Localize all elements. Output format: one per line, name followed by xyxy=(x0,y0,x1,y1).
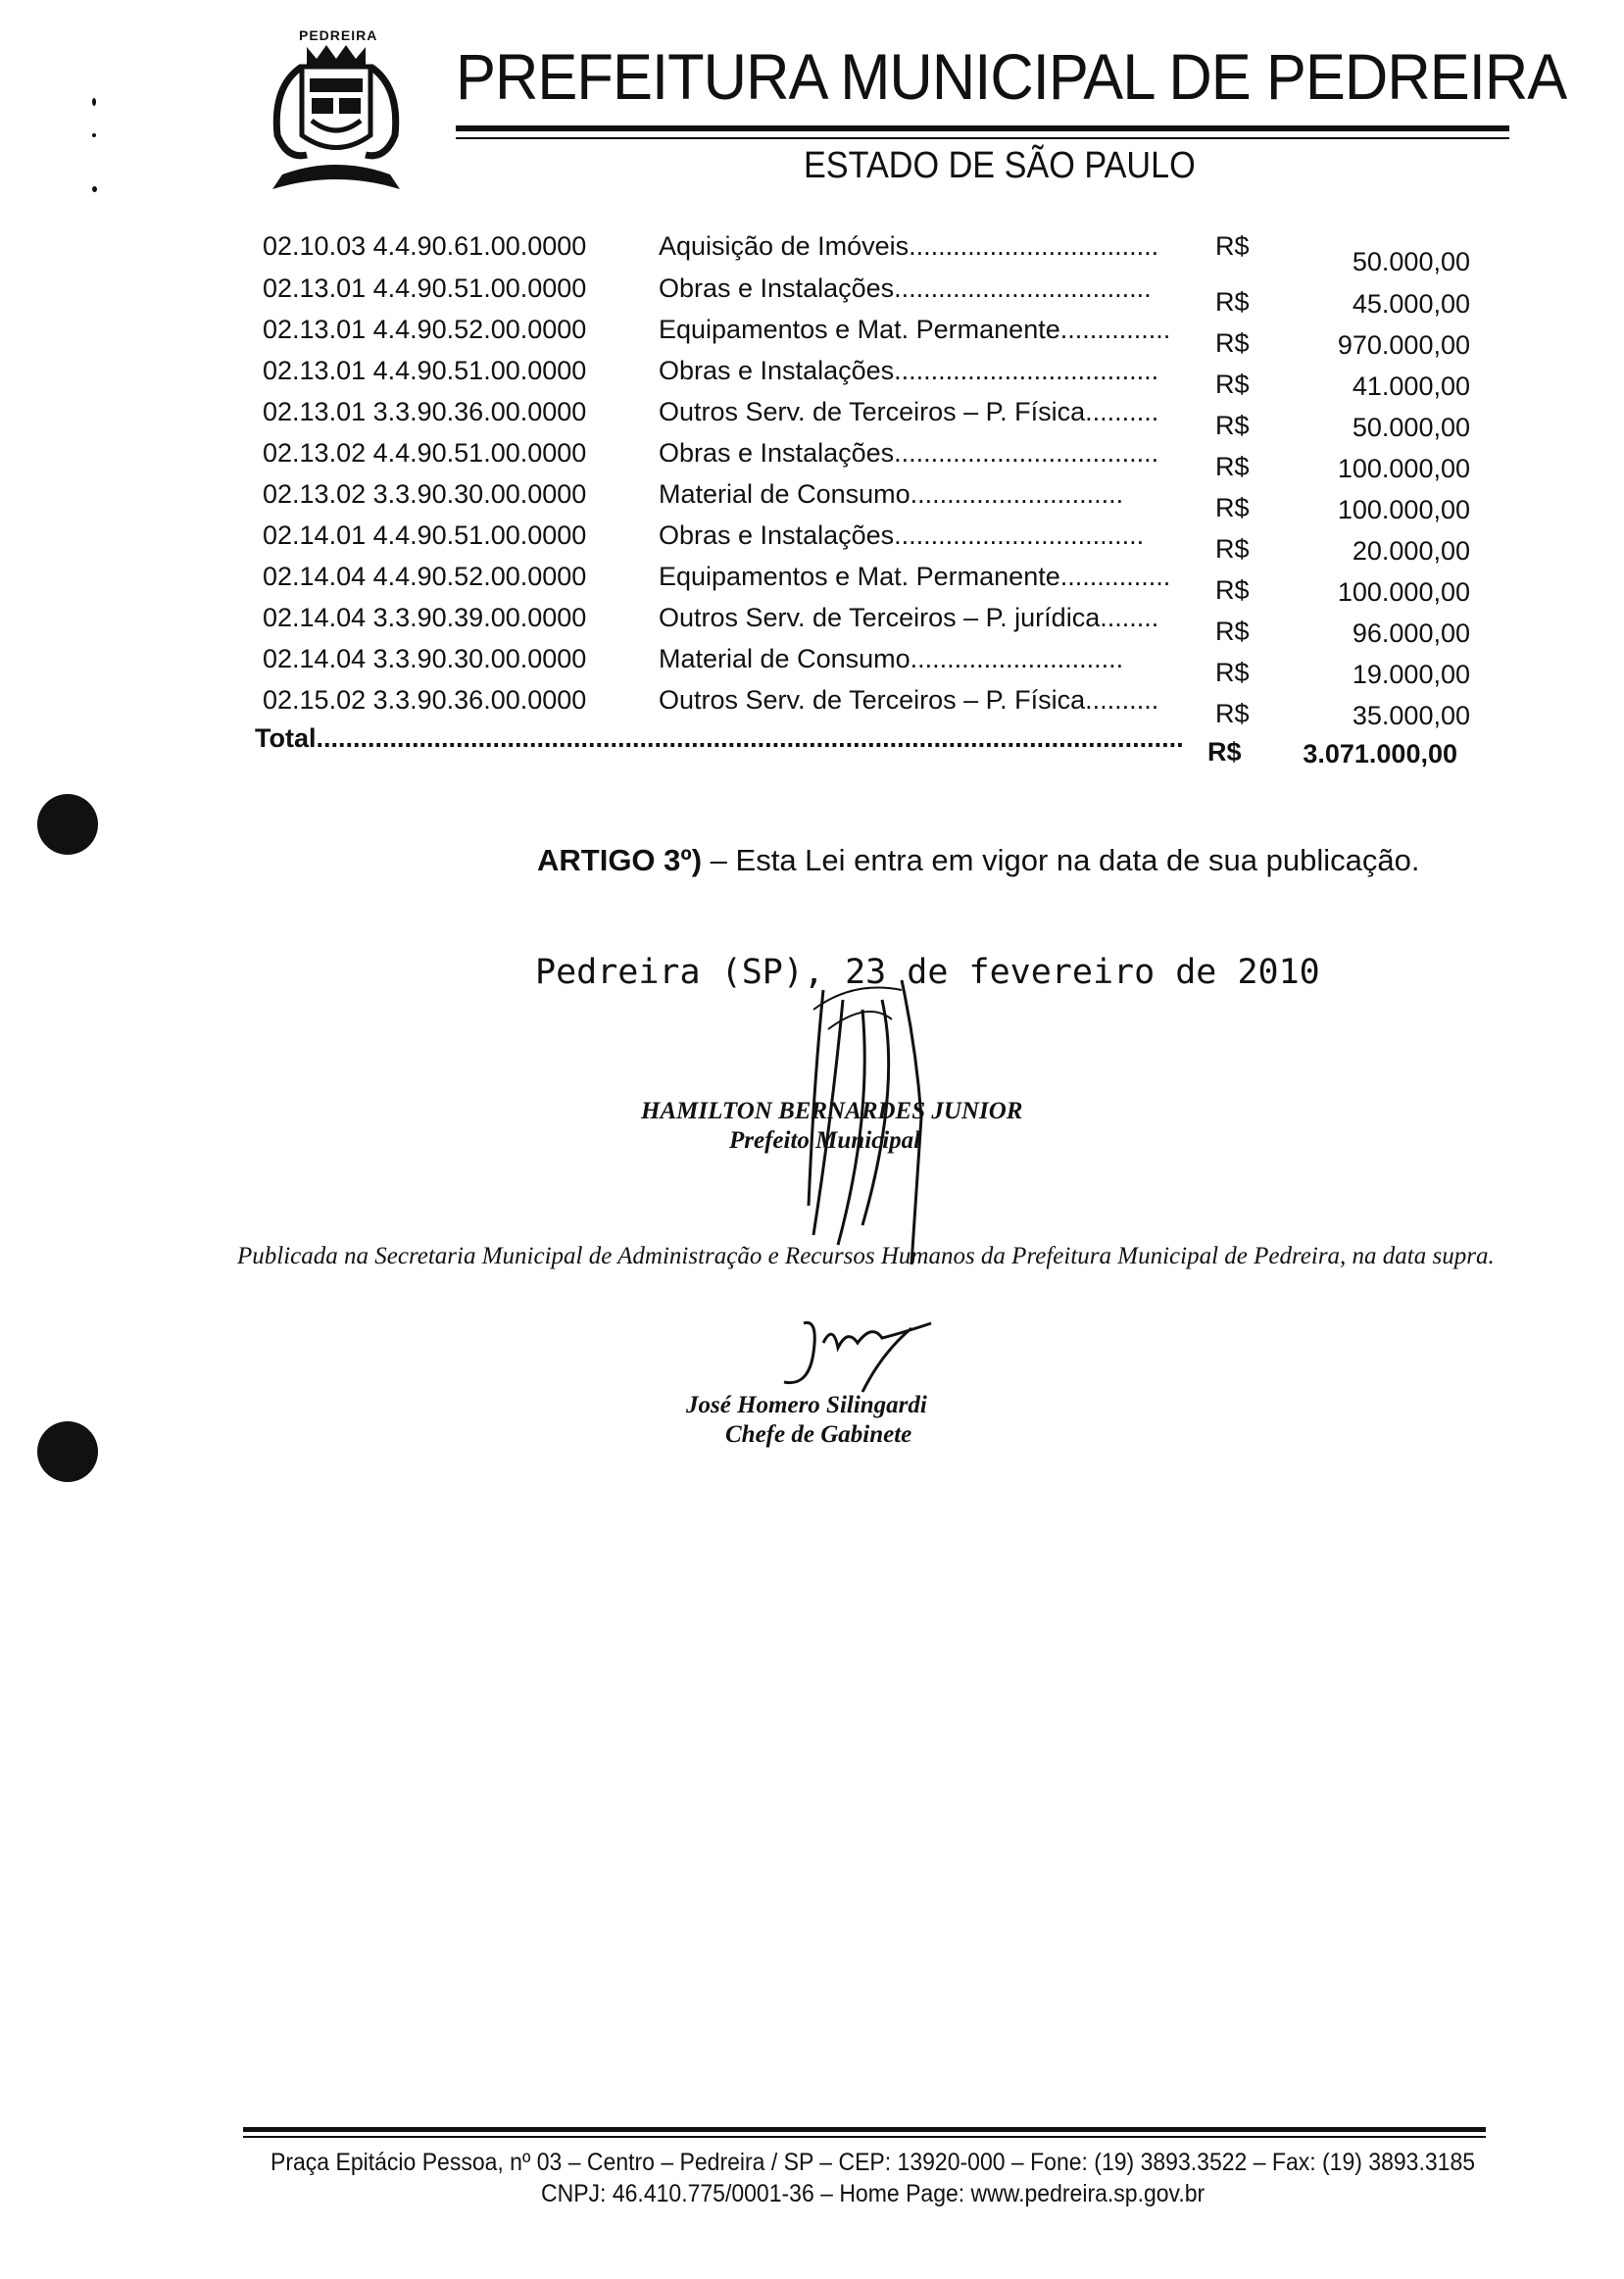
page-title: PREFEITURA MUNICIPAL DE PEDREIRA xyxy=(456,40,1567,113)
margin-mark xyxy=(92,98,96,106)
table-row xyxy=(0,315,1624,360)
row-currency: R$ xyxy=(1215,328,1250,358)
row-value: 100.000,00 xyxy=(1337,454,1470,483)
footer-rule-thin xyxy=(243,2136,1486,2138)
table-row xyxy=(0,397,1624,442)
row-description: Material de Consumo............................. xyxy=(659,479,1124,509)
row-value: 970.000,00 xyxy=(1337,330,1470,360)
row-code: 02.13.02 4.4.90.51.00.0000 xyxy=(263,438,587,468)
publication-note: Publicada na Secretaria Municipal de Administração e Recursos Humanos da Prefeitura Municipal de Pedreira, na data supra. xyxy=(237,1243,1495,1269)
place-date: Pedreira (SP), 23 de fevereiro de 2010 xyxy=(535,953,1320,992)
article-label: ARTIGO 3º) xyxy=(537,843,703,877)
table-row xyxy=(0,562,1624,607)
row-code: 02.13.01 4.4.90.51.00.0000 xyxy=(263,356,587,385)
punch-hole xyxy=(37,1421,98,1482)
row-value: 41.000,00 xyxy=(1352,372,1470,401)
total-currency: R$ xyxy=(1207,737,1242,767)
row-description: Equipamentos e Mat. Permanente............... xyxy=(659,315,1171,344)
row-description: Obras e Instalações.................................. xyxy=(659,520,1145,550)
row-code: 02.13.01 4.4.90.51.00.0000 xyxy=(263,273,587,303)
article-text: – Esta Lei entra em vigor na data de sua publicação. xyxy=(702,843,1420,877)
row-code: 02.13.01 4.4.90.52.00.0000 xyxy=(263,315,587,344)
row-currency: R$ xyxy=(1215,575,1250,605)
row-code: 02.14.04 3.3.90.39.00.0000 xyxy=(263,603,587,632)
table-row xyxy=(0,231,1624,276)
mayor-name: HAMILTON BERNARDES JUNIOR xyxy=(641,1098,1023,1124)
chief-role: Chefe de Gabinete xyxy=(725,1421,912,1448)
table-row xyxy=(0,520,1624,566)
row-value: 50.000,00 xyxy=(1352,247,1470,276)
row-code: 02.13.01 3.3.90.36.00.0000 xyxy=(263,397,587,426)
footer-rule xyxy=(243,2127,1486,2132)
row-currency: R$ xyxy=(1215,658,1250,687)
row-code: 02.13.02 3.3.90.30.00.0000 xyxy=(263,479,587,509)
table-total-row xyxy=(0,723,1624,768)
total-value: 3.071.000,00 xyxy=(1303,739,1457,768)
table-row xyxy=(0,479,1624,524)
footer-address: Praça Epitácio Pessoa, nº 03 – Centro – Pedreira / SP – CEP: 13920-000 – Fone: (19) 3893.3522 – Fax: (19) 3893.3185 xyxy=(271,2149,1476,2176)
article-paragraph xyxy=(537,843,1419,878)
table-row xyxy=(0,644,1624,689)
row-code: 02.14.01 4.4.90.51.00.0000 xyxy=(263,520,587,550)
row-description: Material de Consumo............................. xyxy=(659,644,1124,673)
table-row xyxy=(0,273,1624,319)
chief-name: José Homero Silingardi xyxy=(686,1392,927,1418)
row-code: 02.15.02 3.3.90.36.00.0000 xyxy=(263,685,587,715)
row-value: 96.000,00 xyxy=(1352,619,1470,648)
row-currency: R$ xyxy=(1215,452,1250,481)
header-rule-thin xyxy=(456,137,1509,139)
table-row xyxy=(0,685,1624,730)
table-row xyxy=(0,603,1624,648)
row-description: Aquisição de Imóveis.................................. xyxy=(659,231,1159,261)
page-subtitle: ESTADO DE SÃO PAULO xyxy=(804,145,1196,186)
row-currency: R$ xyxy=(1215,534,1250,564)
row-code: 02.14.04 4.4.90.52.00.0000 xyxy=(263,562,587,591)
row-code: 02.10.03 4.4.90.61.00.0000 xyxy=(263,231,587,261)
row-currency: R$ xyxy=(1215,411,1250,440)
row-value: 19.000,00 xyxy=(1352,660,1470,689)
row-value: 100.000,00 xyxy=(1337,577,1470,607)
margin-mark xyxy=(92,186,97,192)
table-row xyxy=(0,356,1624,401)
row-currency: R$ xyxy=(1215,617,1250,646)
row-currency: R$ xyxy=(1215,699,1250,728)
row-code: 02.14.04 3.3.90.30.00.0000 xyxy=(263,644,587,673)
footer-cnpj: CNPJ: 46.410.775/0001-36 – Home Page: www.pedreira.sp.gov.br xyxy=(541,2180,1206,2207)
row-description: Equipamentos e Mat. Permanente............... xyxy=(659,562,1171,591)
mayor-role: Prefeito Municipal xyxy=(729,1127,921,1154)
row-value: 35.000,00 xyxy=(1352,701,1470,730)
row-value: 45.000,00 xyxy=(1352,289,1470,319)
row-description: Obras e Instalações................................... xyxy=(659,273,1152,303)
punch-hole xyxy=(37,794,98,855)
row-description: Outros Serv. de Terceiros – P. Física.......... xyxy=(659,397,1159,426)
row-currency: R$ xyxy=(1215,493,1250,522)
row-description: Outros Serv. de Terceiros – P. Física.......... xyxy=(659,685,1159,715)
crest-label: PEDREIRA xyxy=(299,27,378,43)
row-currency: R$ xyxy=(1215,370,1250,399)
row-description: Outros Serv. de Terceiros – P. jurídica........ xyxy=(659,603,1159,632)
row-description: Obras e Instalações.................................... xyxy=(659,356,1159,385)
row-description: Obras e Instalações.................................... xyxy=(659,438,1159,468)
municipal-crest-logo xyxy=(253,27,419,194)
row-currency: R$ xyxy=(1215,287,1250,317)
header-rule xyxy=(456,125,1509,131)
table-row xyxy=(0,438,1624,483)
margin-mark xyxy=(92,133,96,137)
row-value: 50.000,00 xyxy=(1352,413,1470,442)
row-value: 100.000,00 xyxy=(1337,495,1470,524)
row-value: 20.000,00 xyxy=(1352,536,1470,566)
total-label: Total...................................................................................................................... xyxy=(255,723,1184,753)
row-currency: R$ xyxy=(1215,231,1250,261)
